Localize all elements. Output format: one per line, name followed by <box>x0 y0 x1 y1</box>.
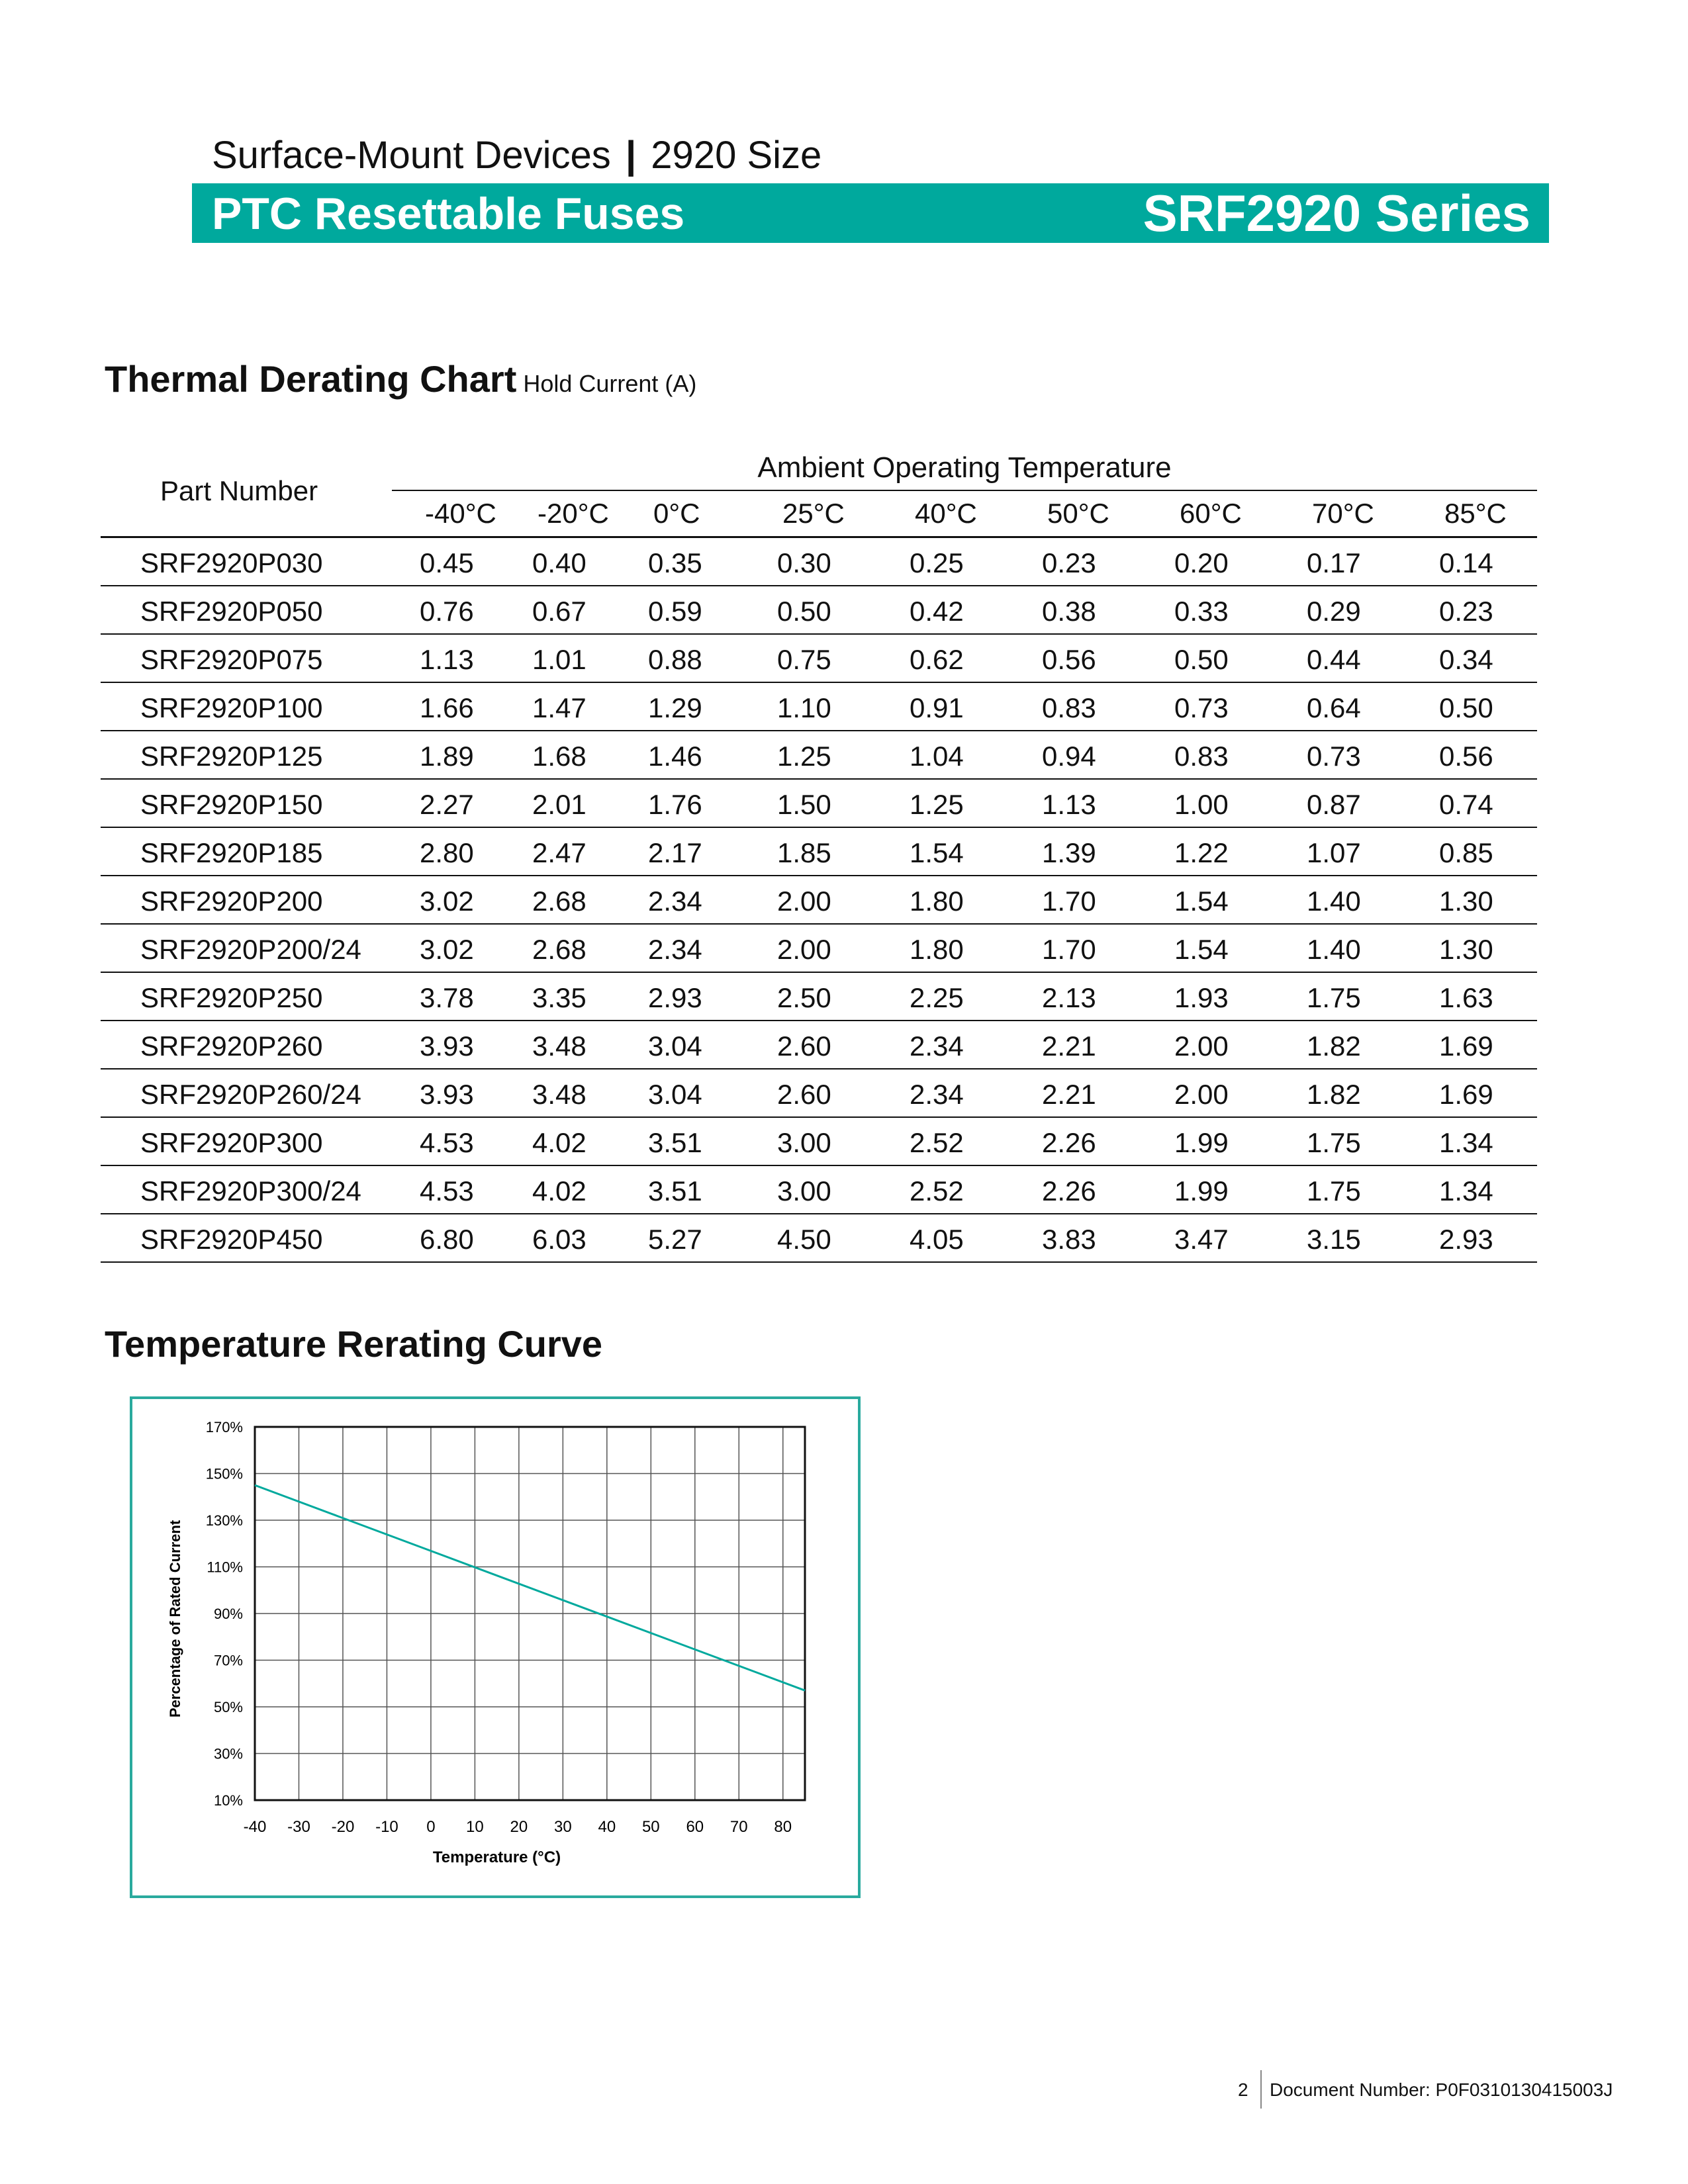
hold-current-cell: 2.00 <box>777 934 831 965</box>
document-number: Document Number: P0F0310130415003J <box>1270 2079 1613 2100</box>
hold-current-cell: 0.64 <box>1307 692 1361 723</box>
part-number-cell: SRF2920P260/24 <box>140 1079 361 1110</box>
hold-current-cell: 1.01 <box>532 644 586 675</box>
hold-current-cell: 0.34 <box>1439 644 1493 675</box>
table-row <box>101 1118 1537 1166</box>
hold-current-cell: 1.70 <box>1042 934 1096 965</box>
hold-current-cell: 3.02 <box>420 934 474 965</box>
table-row <box>101 973 1537 1021</box>
hold-current-cell: 1.47 <box>532 692 586 723</box>
y-tick-label: 110% <box>207 1559 243 1576</box>
table-body <box>101 538 1537 1263</box>
hold-current-cell: 0.62 <box>910 644 964 675</box>
hold-current-cell: 0.42 <box>910 596 964 627</box>
hold-current-cell: 1.75 <box>1307 982 1361 1013</box>
hold-current-cell: 1.40 <box>1307 886 1361 917</box>
hold-current-cell: 3.00 <box>777 1175 831 1206</box>
table-row <box>101 635 1537 683</box>
hold-current-cell: 0.23 <box>1439 596 1493 627</box>
hold-current-cell: 3.93 <box>420 1030 474 1062</box>
hold-current-cell: 0.85 <box>1439 837 1493 868</box>
temp-col-header: -20°C <box>538 498 609 529</box>
hold-current-cell: 1.13 <box>420 644 474 675</box>
hold-current-cell: 1.25 <box>777 741 831 772</box>
hold-current-cell: 3.47 <box>1174 1224 1229 1255</box>
x-axis-title: Temperature (°C) <box>432 1848 561 1866</box>
hold-current-cell: 0.38 <box>1042 596 1096 627</box>
header-band <box>192 183 1549 243</box>
table-row <box>101 925 1537 973</box>
part-number-cell: SRF2920P100 <box>140 692 323 723</box>
hold-current-cell: 1.54 <box>910 837 964 868</box>
part-number-cell: SRF2920P300/24 <box>140 1175 361 1206</box>
hold-current-cell: 0.73 <box>1174 692 1229 723</box>
hold-current-cell: 3.48 <box>532 1079 586 1110</box>
temp-col-header: 85°C <box>1444 498 1507 529</box>
hold-current-cell: 2.52 <box>910 1127 964 1158</box>
hold-current-cell: 2.52 <box>910 1175 964 1206</box>
part-number-header: Part Number <box>160 475 318 506</box>
x-tick-label: -20 <box>331 1818 355 1836</box>
hold-current-cell: 1.75 <box>1307 1175 1361 1206</box>
part-number-cell: SRF2920P200/24 <box>140 934 361 965</box>
hold-current-cell: 4.53 <box>420 1175 474 1206</box>
hold-current-cell: 2.17 <box>648 837 702 868</box>
hold-current-cell: 1.00 <box>1174 789 1229 820</box>
hold-current-cell: 0.30 <box>777 547 831 578</box>
hold-current-cell: 3.51 <box>648 1175 702 1206</box>
y-axis-title: Percentage of Rated Current <box>167 1520 183 1718</box>
hold-current-cell: 1.22 <box>1174 837 1229 868</box>
hold-current-cell: 0.83 <box>1042 692 1096 723</box>
hold-current-cell: 4.53 <box>420 1127 474 1158</box>
hold-current-cell: 0.50 <box>1174 644 1229 675</box>
hold-current-cell: 1.66 <box>420 692 474 723</box>
table-row <box>101 1166 1537 1214</box>
hold-current-cell: 3.15 <box>1307 1224 1361 1255</box>
hold-current-cell: 0.40 <box>532 547 586 578</box>
hold-current-cell: 1.29 <box>648 692 702 723</box>
curve-title: Temperature Rerating Curve <box>105 1323 603 1365</box>
hold-current-cell: 1.04 <box>910 741 964 772</box>
derating-subtitle: Hold Current (A) <box>523 370 697 397</box>
x-tick-label: 30 <box>554 1818 572 1836</box>
hold-current-cell: 3.04 <box>648 1030 702 1062</box>
hold-current-cell: 0.14 <box>1439 547 1493 578</box>
hold-current-cell: 0.35 <box>648 547 702 578</box>
hold-current-cell: 2.21 <box>1042 1079 1096 1110</box>
hold-current-cell: 4.02 <box>532 1127 586 1158</box>
derating-title-text: Thermal Derating Chart <box>105 358 517 400</box>
hold-current-cell: 2.34 <box>910 1030 964 1062</box>
hold-current-cell: 0.74 <box>1439 789 1493 820</box>
table-row <box>101 538 1537 586</box>
hold-current-cell: 2.34 <box>648 886 702 917</box>
x-tick-label: -30 <box>287 1818 310 1836</box>
footer-divider <box>1260 2070 1262 2109</box>
hold-current-cell: 0.88 <box>648 644 702 675</box>
hold-current-cell: 1.63 <box>1439 982 1493 1013</box>
part-number-cell: SRF2920P200 <box>140 886 323 917</box>
hold-current-cell: 1.70 <box>1042 886 1096 917</box>
rerating-chart-svg <box>132 1399 858 1895</box>
hold-current-cell: 0.50 <box>1439 692 1493 723</box>
hold-current-cell: 1.80 <box>910 934 964 965</box>
hold-current-cell: 5.27 <box>648 1224 702 1255</box>
hold-current-cell: 1.39 <box>1042 837 1096 868</box>
hold-current-cell: 0.25 <box>910 547 964 578</box>
page-number: 2 <box>1238 2079 1248 2100</box>
y-tick-label: 150% <box>205 1465 243 1482</box>
y-tick-label: 30% <box>213 1745 243 1762</box>
hold-current-cell: 2.93 <box>1439 1224 1493 1255</box>
header-subtitle <box>212 132 821 179</box>
hold-current-cell: 1.76 <box>648 789 702 820</box>
hold-current-cell: 3.93 <box>420 1079 474 1110</box>
hold-current-cell: 0.91 <box>910 692 964 723</box>
hold-current-cell: 1.30 <box>1439 934 1493 965</box>
temp-col-header: 25°C <box>782 498 845 529</box>
hold-current-cell: 1.13 <box>1042 789 1096 820</box>
hold-current-cell: 2.13 <box>1042 982 1096 1013</box>
hold-current-cell: 0.67 <box>532 596 586 627</box>
y-tick-label: 70% <box>213 1652 243 1669</box>
hold-current-cell: 3.04 <box>648 1079 702 1110</box>
derating-title <box>105 357 696 406</box>
hold-current-cell: 1.46 <box>648 741 702 772</box>
table-row <box>101 1021 1537 1069</box>
part-number-cell: SRF2920P300 <box>140 1127 323 1158</box>
part-number-cell: SRF2920P125 <box>140 741 323 772</box>
part-number-cell: SRF2920P030 <box>140 547 323 578</box>
hold-current-cell: 2.34 <box>910 1079 964 1110</box>
hold-current-cell: 1.85 <box>777 837 831 868</box>
x-tick-label: 50 <box>641 1818 660 1836</box>
size-label: 2920 Size <box>651 134 822 177</box>
x-tick-label: -10 <box>375 1818 399 1836</box>
derating-table <box>101 443 1537 1263</box>
table-row <box>101 1214 1537 1263</box>
hold-current-cell: 2.26 <box>1042 1175 1096 1206</box>
hold-current-cell: 3.35 <box>532 982 586 1013</box>
hold-current-cell: 0.17 <box>1307 547 1361 578</box>
hold-current-cell: 2.00 <box>1174 1030 1229 1062</box>
x-tick-label: 10 <box>466 1818 484 1836</box>
hold-current-cell: 1.75 <box>1307 1127 1361 1158</box>
hold-current-cell: 2.25 <box>910 982 964 1013</box>
temperature-columns <box>392 498 1537 533</box>
table-row <box>101 780 1537 828</box>
hold-current-cell: 0.45 <box>420 547 474 578</box>
hold-current-cell: 2.00 <box>777 886 831 917</box>
hold-current-cell: 3.83 <box>1042 1224 1096 1255</box>
hold-current-cell: 2.47 <box>532 837 586 868</box>
temp-col-header: 50°C <box>1047 498 1109 529</box>
y-tick-label: 130% <box>205 1512 243 1529</box>
hold-current-cell: 0.29 <box>1307 596 1361 627</box>
hold-current-cell: 1.99 <box>1174 1175 1229 1206</box>
part-number-cell: SRF2920P450 <box>140 1224 323 1255</box>
table-row <box>101 586 1537 635</box>
hold-current-cell: 0.56 <box>1042 644 1096 675</box>
hold-current-cell: 2.60 <box>777 1079 831 1110</box>
hold-current-cell: 2.68 <box>532 934 586 965</box>
series-title: SRF2920 Series <box>1143 184 1530 242</box>
hold-current-cell: 4.50 <box>777 1224 831 1255</box>
header-separator: | <box>625 134 637 177</box>
hold-current-cell: 0.94 <box>1042 741 1096 772</box>
hold-current-cell: 0.50 <box>777 596 831 627</box>
hold-current-cell: 0.75 <box>777 644 831 675</box>
table-row <box>101 1069 1537 1118</box>
hold-current-cell: 0.20 <box>1174 547 1229 578</box>
hold-current-cell: 3.78 <box>420 982 474 1013</box>
part-number-cell: SRF2920P150 <box>140 789 323 820</box>
x-tick-label: 20 <box>510 1818 528 1836</box>
hold-current-cell: 2.26 <box>1042 1127 1096 1158</box>
hold-current-cell: 2.21 <box>1042 1030 1096 1062</box>
temp-col-header: 0°C <box>653 498 700 529</box>
hold-current-cell: 3.51 <box>648 1127 702 1158</box>
table-row <box>101 828 1537 876</box>
hold-current-cell: 3.00 <box>777 1127 831 1158</box>
hold-current-cell: 0.56 <box>1439 741 1493 772</box>
hold-current-cell: 6.80 <box>420 1224 474 1255</box>
hold-current-cell: 1.54 <box>1174 886 1229 917</box>
temp-col-header: 70°C <box>1312 498 1374 529</box>
hold-current-cell: 0.44 <box>1307 644 1361 675</box>
hold-current-cell: 6.03 <box>532 1224 586 1255</box>
hold-current-cell: 1.68 <box>532 741 586 772</box>
temp-col-header: 40°C <box>915 498 977 529</box>
temperature-header: Ambient Operating Temperature <box>757 451 1172 484</box>
hold-current-cell: 2.00 <box>1174 1079 1229 1110</box>
part-number-cell: SRF2920P250 <box>140 982 323 1013</box>
hold-current-cell: 2.34 <box>648 934 702 965</box>
y-tick-label: 50% <box>213 1699 243 1715</box>
hold-current-cell: 1.69 <box>1439 1079 1493 1110</box>
table-row <box>101 731 1537 780</box>
part-number-cell: SRF2920P075 <box>140 644 323 675</box>
hold-current-cell: 1.07 <box>1307 837 1361 868</box>
hold-current-cell: 2.01 <box>532 789 586 820</box>
x-tick-label: 70 <box>729 1818 748 1836</box>
hold-current-cell: 1.30 <box>1439 886 1493 917</box>
y-tick-label: 10% <box>213 1792 243 1809</box>
x-tick-label: -40 <box>243 1818 267 1836</box>
header-divider <box>392 490 1537 491</box>
hold-current-cell: 1.50 <box>777 789 831 820</box>
x-tick-label: 60 <box>686 1818 704 1836</box>
part-number-cell: SRF2920P185 <box>140 837 323 868</box>
hold-current-cell: 2.27 <box>420 789 474 820</box>
y-tick-label: 90% <box>213 1606 243 1622</box>
hold-current-cell: 1.34 <box>1439 1127 1493 1158</box>
hold-current-cell: 1.89 <box>420 741 474 772</box>
hold-current-cell: 1.40 <box>1307 934 1361 965</box>
hold-current-cell: 0.23 <box>1042 547 1096 578</box>
hold-current-cell: 0.33 <box>1174 596 1229 627</box>
hold-current-cell: 0.76 <box>420 596 474 627</box>
x-tick-label: 0 <box>426 1818 436 1836</box>
table-row <box>101 876 1537 925</box>
hold-current-cell: 1.69 <box>1439 1030 1493 1062</box>
hold-current-cell: 2.80 <box>420 837 474 868</box>
table-row <box>101 683 1537 731</box>
x-tick-label: 80 <box>774 1818 792 1836</box>
y-tick-label: 170% <box>205 1419 243 1435</box>
category-label: Surface-Mount Devices <box>212 134 611 177</box>
product-title: PTC Resettable Fuses <box>212 189 685 239</box>
hold-current-cell: 3.48 <box>532 1030 586 1062</box>
hold-current-cell: 0.73 <box>1307 741 1361 772</box>
hold-current-cell: 1.99 <box>1174 1127 1229 1158</box>
hold-current-cell: 2.93 <box>648 982 702 1013</box>
temp-col-header: -40°C <box>425 498 496 529</box>
hold-current-cell: 2.50 <box>777 982 831 1013</box>
hold-current-cell: 1.10 <box>777 692 831 723</box>
hold-current-cell: 1.82 <box>1307 1030 1361 1062</box>
part-number-cell: SRF2920P260 <box>140 1030 323 1062</box>
hold-current-cell: 1.82 <box>1307 1079 1361 1110</box>
rerating-chart <box>130 1396 861 1898</box>
hold-current-cell: 2.68 <box>532 886 586 917</box>
hold-current-cell: 1.34 <box>1439 1175 1493 1206</box>
x-tick-label: 40 <box>598 1818 616 1836</box>
hold-current-cell: 3.02 <box>420 886 474 917</box>
hold-current-cell: 0.83 <box>1174 741 1229 772</box>
hold-current-cell: 1.25 <box>910 789 964 820</box>
hold-current-cell: 0.87 <box>1307 789 1361 820</box>
hold-current-cell: 4.02 <box>532 1175 586 1206</box>
hold-current-cell: 1.80 <box>910 886 964 917</box>
hold-current-cell: 1.93 <box>1174 982 1229 1013</box>
hold-current-cell: 2.60 <box>777 1030 831 1062</box>
hold-current-cell: 0.59 <box>648 596 702 627</box>
temp-col-header: 60°C <box>1180 498 1242 529</box>
table-header <box>101 443 1537 538</box>
hold-current-cell: 4.05 <box>910 1224 964 1255</box>
hold-current-cell: 1.54 <box>1174 934 1229 965</box>
part-number-cell: SRF2920P050 <box>140 596 323 627</box>
